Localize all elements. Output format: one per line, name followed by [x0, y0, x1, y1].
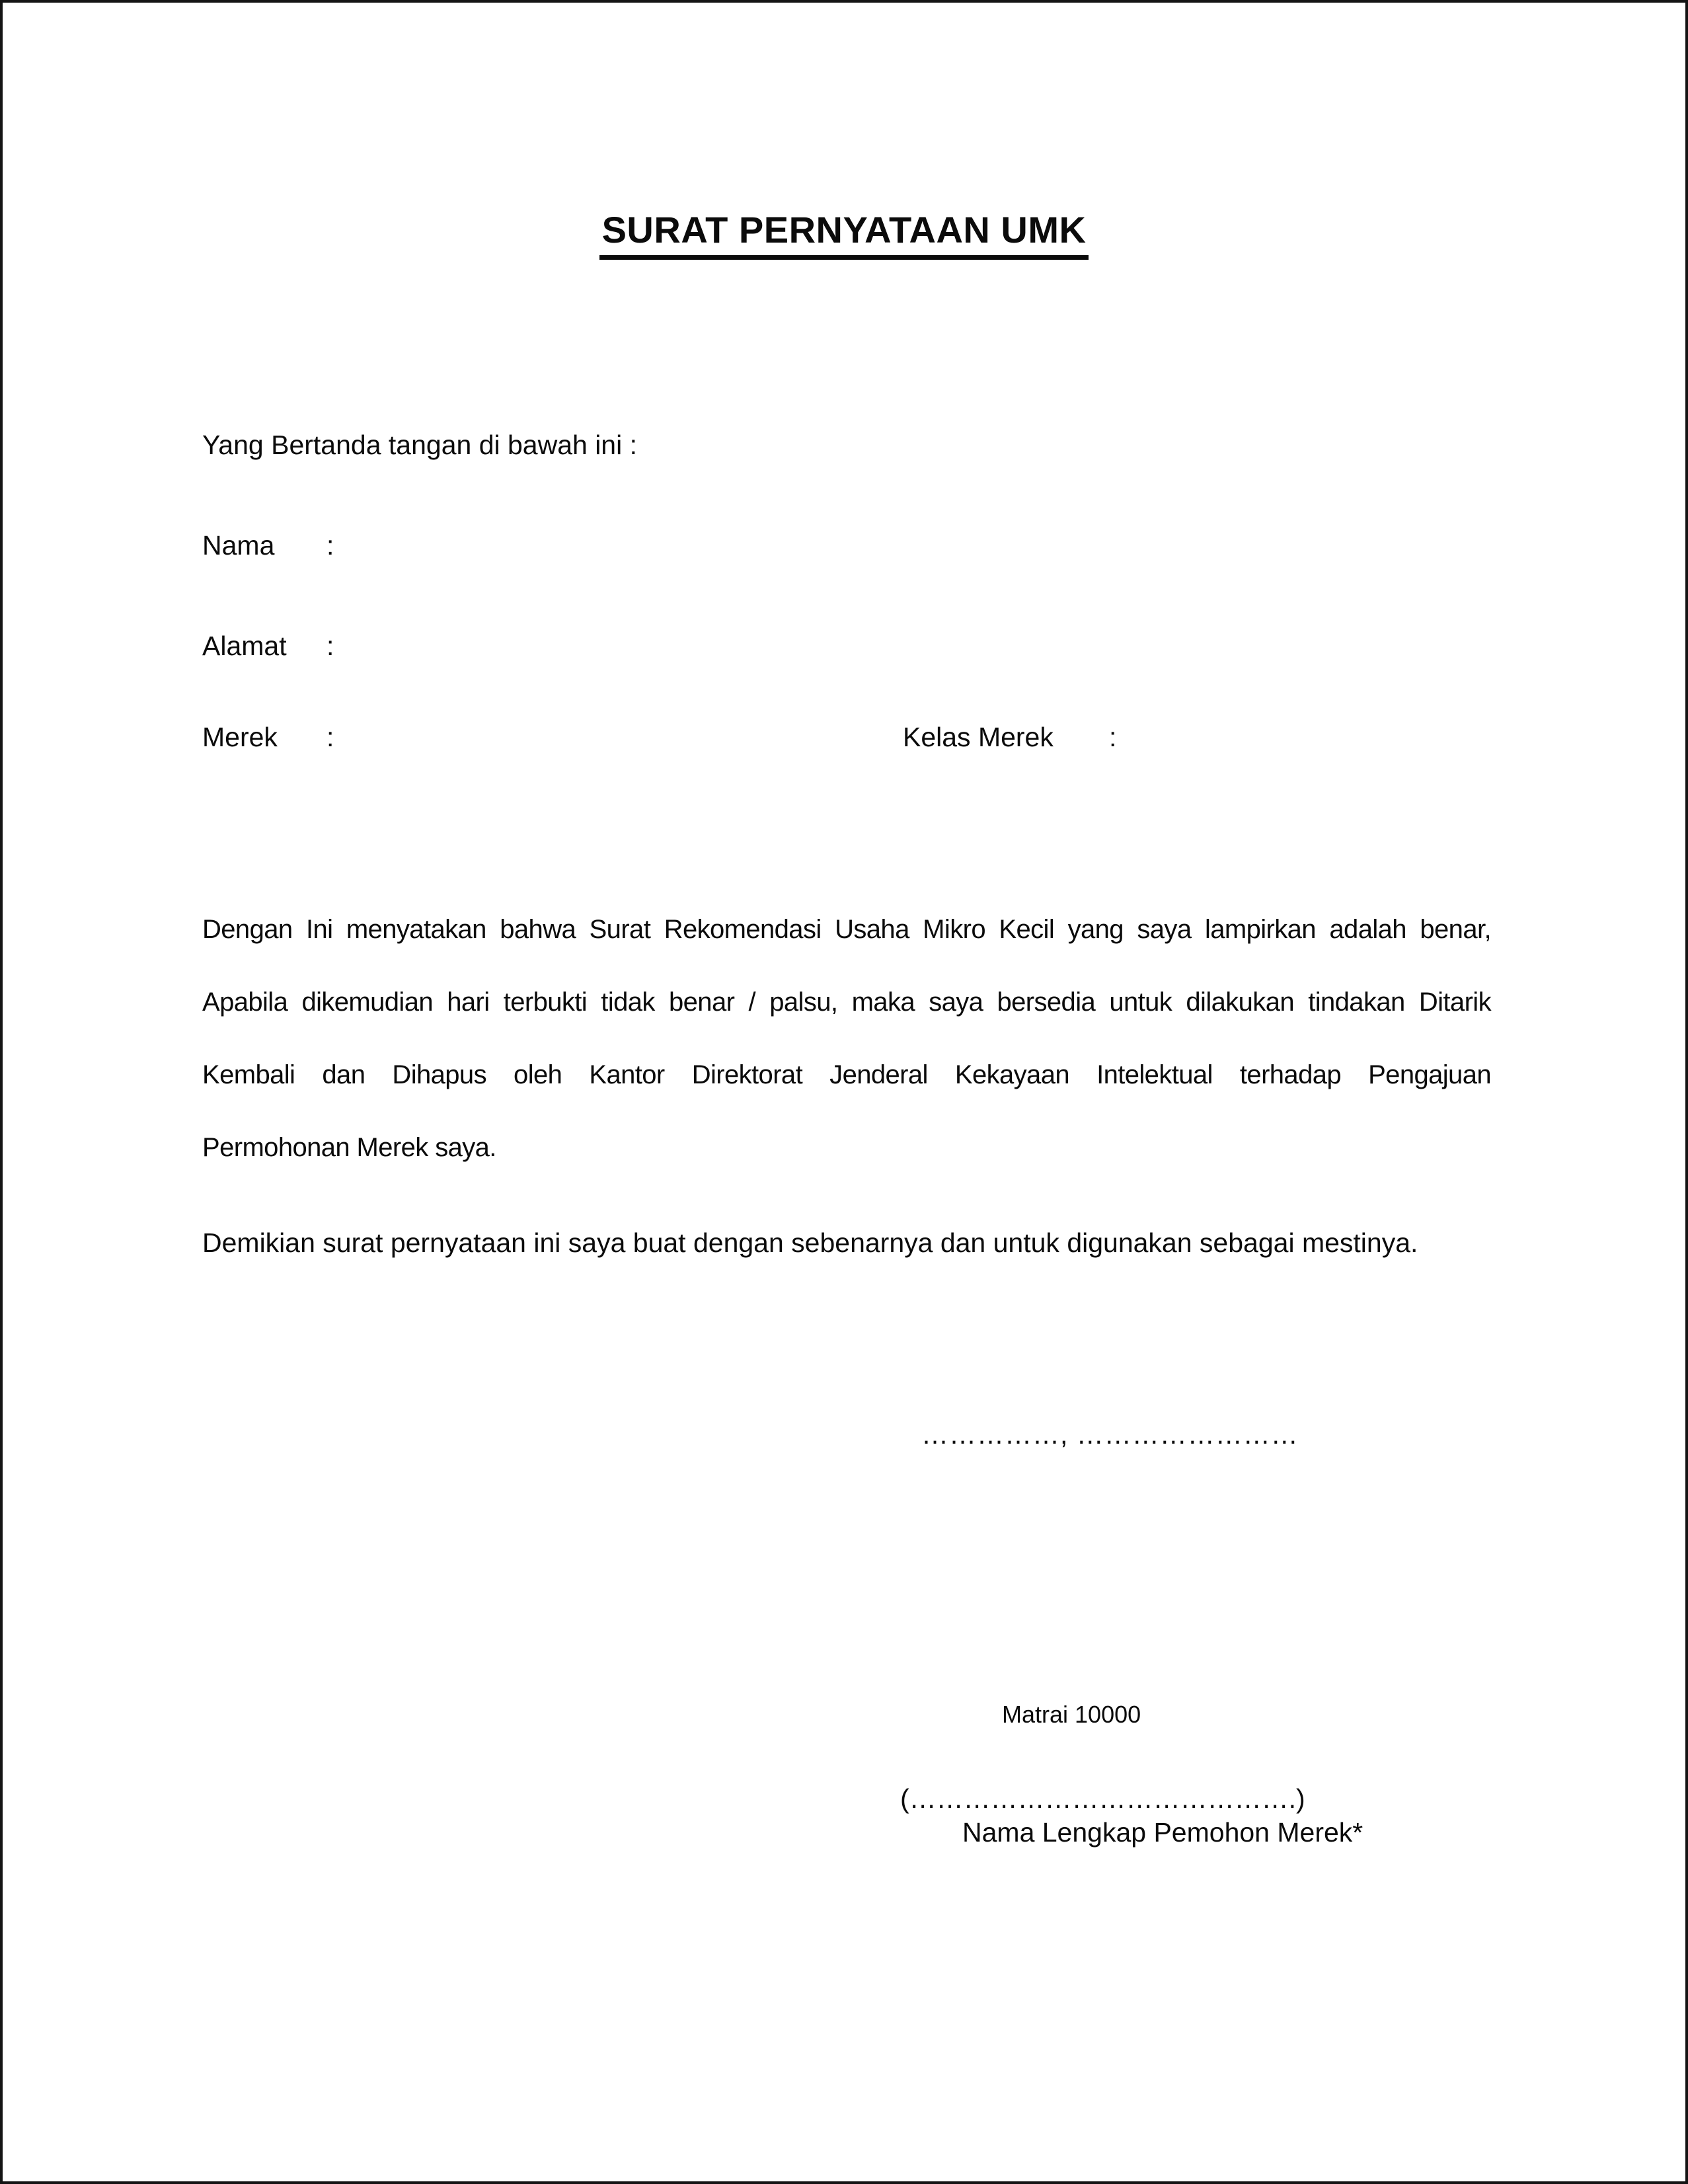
- field-label-alamat: Alamat: [202, 631, 287, 661]
- statement-line-4: Permohonan Merek saya.: [202, 1133, 496, 1162]
- field-row-nama: [202, 529, 334, 561]
- closing-text: Demikian surat pernyataan ini saya buat dengan sebenarnya dan untuk digunakan sebagai mestinya.: [202, 1228, 1418, 1258]
- field-label-merek: Merek: [202, 722, 278, 752]
- intro-text: Yang Bertanda tangan di bawah ini :: [202, 430, 638, 460]
- field-label-nama: Nama: [202, 530, 275, 561]
- statement-line-3: Kembali dan Dihapus oleh Kantor Direktorat Jenderal Kekayaan Intelektual terhadap Pengajuan: [202, 1060, 1491, 1089]
- signature-caption: Nama Lengkap Pemohon Merek*: [962, 1817, 1363, 1848]
- field-row-alamat: [202, 630, 334, 662]
- title-row: [3, 209, 1685, 260]
- stamp-duty-note: Matrai 10000: [1002, 1701, 1141, 1728]
- field-colon-nama: :: [326, 530, 334, 561]
- field-colon-alamat: :: [326, 631, 334, 661]
- field-label-kelas-merek: Kelas Merek: [903, 722, 1054, 752]
- statement-line-2: Apabila dikemudian hari terbukti tidak benar / palsu, maka saya bersedia untuk dilakukan tindakan Ditarik: [202, 988, 1491, 1017]
- field-row-kelas-merek: [903, 721, 1116, 753]
- field-colon-kelas-merek: :: [1109, 722, 1117, 752]
- place-date-placeholder: ……………, ……………………: [921, 1419, 1299, 1450]
- field-colon-merek: :: [326, 722, 334, 752]
- field-row-merek: [202, 721, 334, 753]
- statement-paragraph: [202, 893, 1491, 1184]
- document-title: SURAT PERNYATAAN UMK: [599, 209, 1089, 260]
- statement-line-1: Dengan Ini menyatakan bahwa Surat Rekomendasi Usaha Mikro Kecil yang saya lampirkan adalah benar,: [202, 915, 1491, 944]
- signature-name-placeholder: (…………………………………….): [900, 1783, 1305, 1814]
